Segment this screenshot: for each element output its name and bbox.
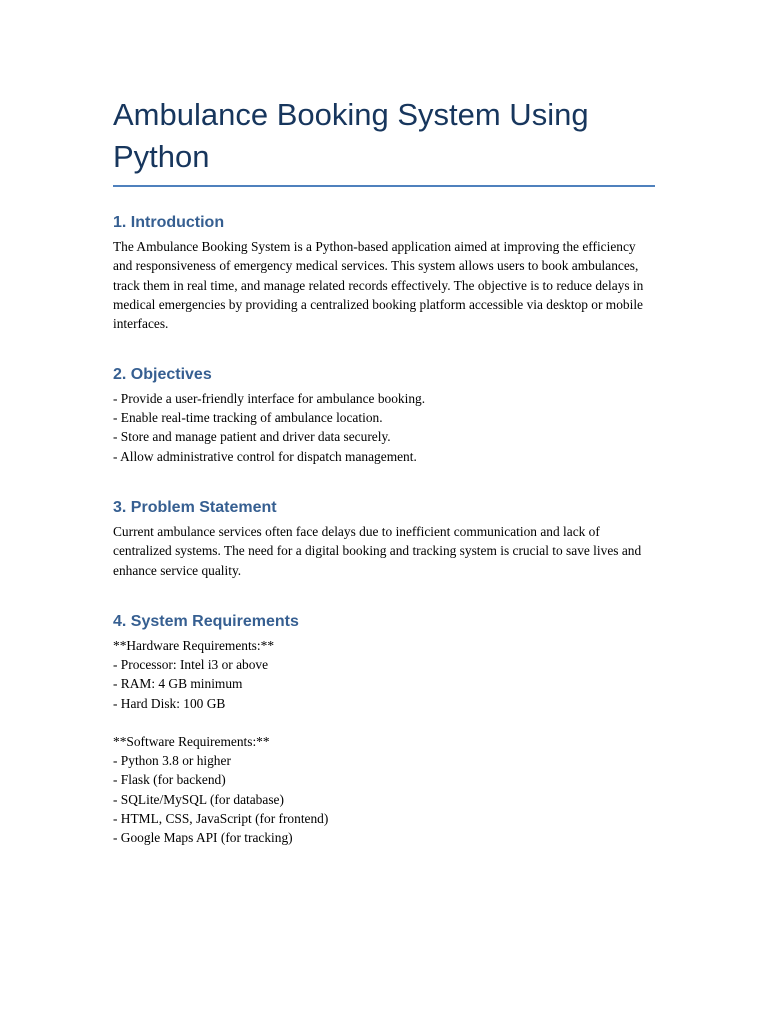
objective-item: - Store and manage patient and driver data securely. [113,429,391,445]
problem-statement-paragraph: Current ambulance services often face delays due to inefficient communication and lack of centralized systems. The need for a digital booking and tracking system is crucial to save lives and enhance service quality. [113,524,642,578]
title-underline-rule [113,185,655,187]
problem-statement-heading: 3. Problem Statement [113,499,277,516]
system-requirements-heading: 4. System Requirements [113,613,299,630]
hardware-requirement-item: - Processor: Intel i3 or above [113,657,269,673]
document-page [113,88,655,846]
software-requirement-item: - HTML, CSS, JavaScript (for frontend) [113,810,329,826]
section-system-requirements [113,611,655,847]
hardware-requirements-label: **Hardware Requirements:** [113,638,275,653]
objective-item: - Enable real-time tracking of ambulance location. [113,410,383,426]
objectives-heading: 2. Objectives [113,366,212,383]
section-objectives [113,364,655,466]
document-title: Ambulance Booking System Using Python [113,97,589,174]
section-introduction [113,212,655,333]
list-spacer [113,713,655,732]
software-requirement-item: - Flask (for backend) [113,772,226,788]
introduction-paragraph: The Ambulance Booking System is a Python-based application aimed at improving the efficiency and responsiveness of emergency medical services. This system allows users to book ambulances, track them in real time, and manage related records effectively. The objective is to reduce delays in medical emergencies by providing a centralized booking platform accessible via desktop or mobile interfaces. [113,239,644,332]
introduction-heading: 1. Introduction [113,214,225,231]
software-requirement-item: - Google Maps API (for tracking) [113,830,293,846]
hardware-requirement-item: - Hard Disk: 100 GB [113,695,226,711]
objective-item: - Provide a user-friendly interface for ambulance booking. [113,391,426,406]
objective-item: - Allow administrative control for dispatch management. [113,448,417,464]
software-requirement-item: - Python 3.8 or higher [113,753,231,769]
software-requirement-item: - SQLite/MySQL (for database) [113,791,284,807]
section-problem-statement [113,497,655,580]
hardware-requirement-item: - RAM: 4 GB minimum [113,676,243,692]
software-requirements-label: **Software Requirements:** [113,734,270,749]
